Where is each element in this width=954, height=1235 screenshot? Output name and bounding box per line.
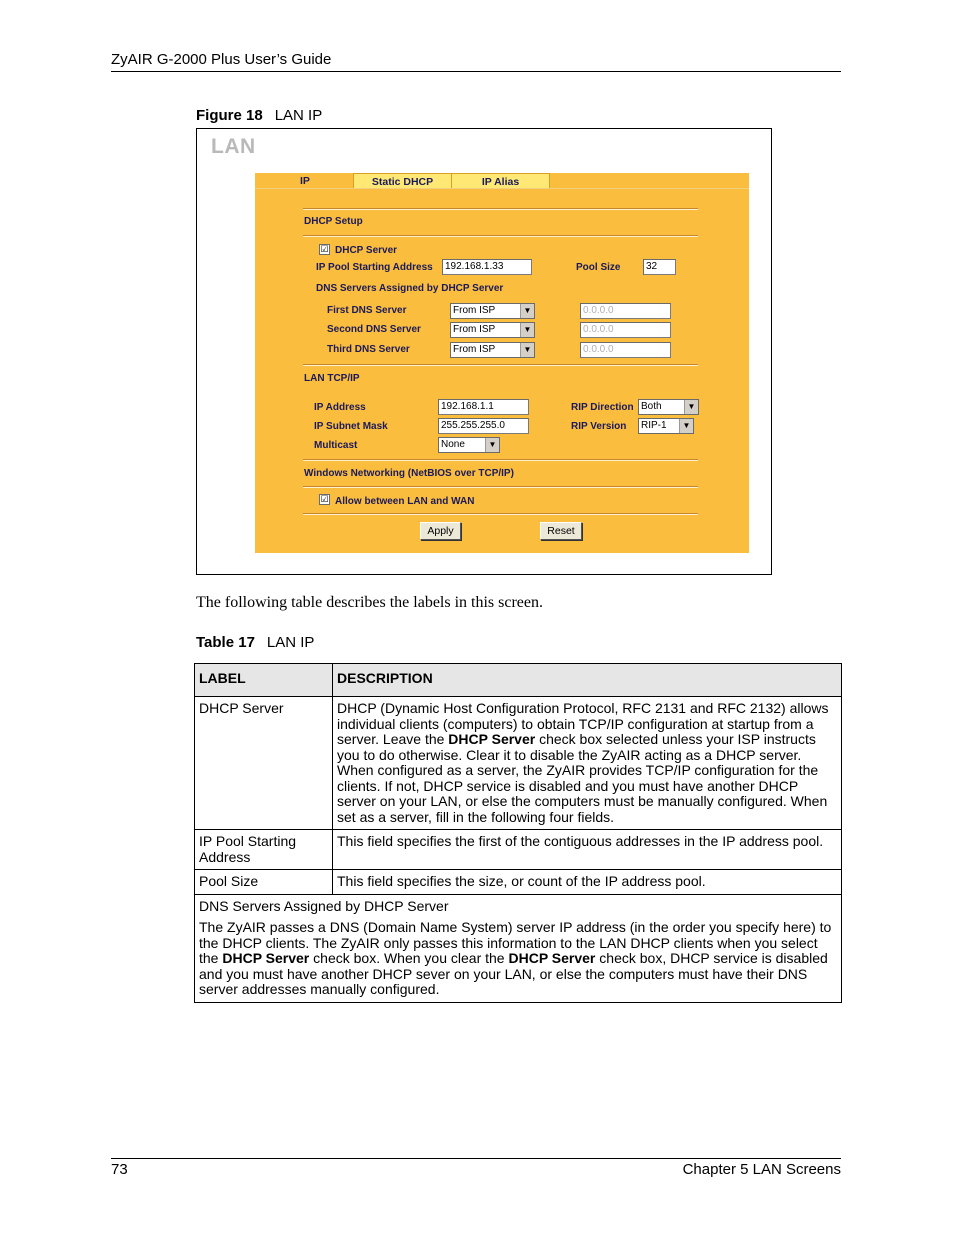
lan-ip-table [194,663,842,1003]
document-header-title: ZyAIR G-2000 Plus User’s Guide [111,51,332,68]
row-label: IP Pool Starting Address [195,830,333,870]
pool-size-input[interactable]: 32 [643,259,676,275]
row-section-title: DNS Servers Assigned by DHCP Server [199,897,449,914]
lan-tcpip-heading: LAN TCP/IP [304,373,360,384]
chapter-title: Chapter 5 LAN Screens [682,1161,841,1178]
header-label: LABEL [195,664,333,697]
reset-button[interactable]: Reset [540,522,582,540]
row-label: DHCP Server [195,697,333,830]
first-dns-mode: From ISP [453,305,496,316]
table-row [195,830,842,870]
multicast-label: Multicast [314,440,358,451]
first-dns-ip-input[interactable]: 0.0.0.0 [580,303,671,319]
desc-text: check box, DHCP service is disabled and you must have another DHCP sever on your LAN, or else the computers must have their DNS server addresses manually configured. [199,950,828,997]
desc-text: check box selected unless your ISP instructs you to do otherwise. Clear it to disable the ZyAIR acting as a DHCP server. When configured as a server, the ZyAIR provides TCP/IP configuration for the clients. If not, DHCP service is disabled and you must have another DHCP server on your LAN, or else the computers must be manually configured. When set as a server, fill in the following four fields. [337,731,828,825]
figure-label: Figure 18 [196,107,263,124]
rip-direction-value: Both [641,401,662,412]
row-description: This field specifies the first of the contiguous addresses in the IP address pool. [333,830,842,870]
subnet-mask-input[interactable]: 255.255.255.0 [438,418,529,434]
second-dns-mode: From ISP [453,324,496,335]
allow-lan-wan-label: Allow between LAN and WAN [335,496,475,507]
table-title: LAN IP [266,634,315,651]
dhcp-server-label: DHCP Server [335,245,398,256]
rip-direction-select[interactable] [638,399,699,415]
netbios-heading: Windows Networking (NetBIOS over TCP/IP) [304,468,514,479]
first-dns-select[interactable] [450,303,535,319]
lan-settings-panel [255,173,749,553]
second-dns-ip-input[interactable]: 0.0.0.0 [580,322,671,338]
row-description: This field specifies the size, or count of the IP address pool. [333,870,842,895]
chevron-down-icon[interactable]: ▼ [520,323,534,337]
chevron-down-icon[interactable]: ▼ [684,400,698,414]
tab-static-dhcp[interactable]: Static DHCP [353,173,451,188]
screen-title: LAN [211,135,256,158]
section-divider [303,235,698,237]
third-dns-select[interactable] [450,342,535,358]
second-dns-label: Second DNS Server [327,324,421,335]
multicast-select[interactable] [438,437,500,453]
tab-ip[interactable]: IP [298,173,353,188]
tab-strip-divider [255,188,749,189]
dhcp-setup-heading: DHCP Setup [304,216,363,227]
lan-ip-screenshot [196,128,772,575]
section-divider [303,513,698,515]
third-dns-ip-input[interactable]: 0.0.0.0 [580,342,671,358]
table-row [195,697,842,830]
apply-button[interactable]: Apply [420,522,461,540]
table-row [195,870,842,895]
table-label: Table 17 [196,634,255,651]
multicast-value: None [441,439,465,450]
section-divider [303,364,698,366]
chevron-down-icon[interactable]: ▼ [520,343,534,357]
third-dns-label: Third DNS Server [327,344,410,355]
chevron-down-icon[interactable]: ▼ [485,438,499,452]
page-number: 73 [111,1161,128,1178]
rip-direction-label: RIP Direction [571,402,634,413]
header-description: DESCRIPTION [333,664,842,697]
rip-version-select[interactable] [638,418,694,434]
section-divider [303,486,698,488]
table-header-row [195,664,842,697]
desc-text: DHCP (Dynamic Host Configuration Protocol, RFC 2131 and RFC 2132) allows individual clients (computers) to obtain TCP/IP configuration at startup from a server. Leave the [337,700,829,747]
rip-version-value: RIP-1 [641,420,667,431]
desc-bold: DHCP Server [508,950,596,966]
row-description [333,697,842,830]
ip-pool-label: IP Pool Starting Address [316,262,433,273]
desc-bold: DHCP Server [222,950,310,966]
desc-text: The ZyAIR passes a DNS (Domain Name System) server IP address (in the order you specify here) to the DHCP clients. The ZyAIR only passes this information to the LAN DHCP clients when you select the [199,919,832,966]
ip-pool-input[interactable]: 192.168.1.33 [442,259,532,275]
dhcp-server-checkbox[interactable]: ☑ [320,244,329,254]
rip-version-label: RIP Version [571,421,627,432]
ip-address-label: IP Address [314,402,366,413]
header-rule [111,71,841,72]
section-divider [303,459,698,461]
second-dns-select[interactable] [450,322,535,338]
desc-text: check box. When you clear the [309,950,509,966]
subnet-mask-label: IP Subnet Mask [314,421,388,432]
pool-size-label: Pool Size [576,262,621,273]
table-row [195,894,842,1002]
section-divider [303,208,698,210]
first-dns-label: First DNS Server [327,305,407,316]
footer-rule [111,1158,841,1159]
row-section-text [199,920,837,998]
chevron-down-icon[interactable]: ▼ [679,419,693,433]
desc-bold: DHCP Server [448,731,536,747]
dns-servers-heading: DNS Servers Assigned by DHCP Server [316,283,504,294]
row-label: Pool Size [195,870,333,895]
figure-caption [196,107,322,124]
table-caption [196,634,314,651]
chevron-down-icon[interactable]: ▼ [520,304,534,318]
allow-lan-wan-checkbox[interactable]: ☑ [320,494,329,504]
figure-title: LAN IP [274,107,323,124]
third-dns-mode: From ISP [453,344,496,355]
ip-address-input[interactable]: 192.168.1.1 [438,399,529,415]
row-full-width [195,894,842,1002]
body-paragraph: The following table describes the labels in this screen. [196,594,544,611]
tab-ip-alias[interactable]: IP Alias [451,173,550,188]
